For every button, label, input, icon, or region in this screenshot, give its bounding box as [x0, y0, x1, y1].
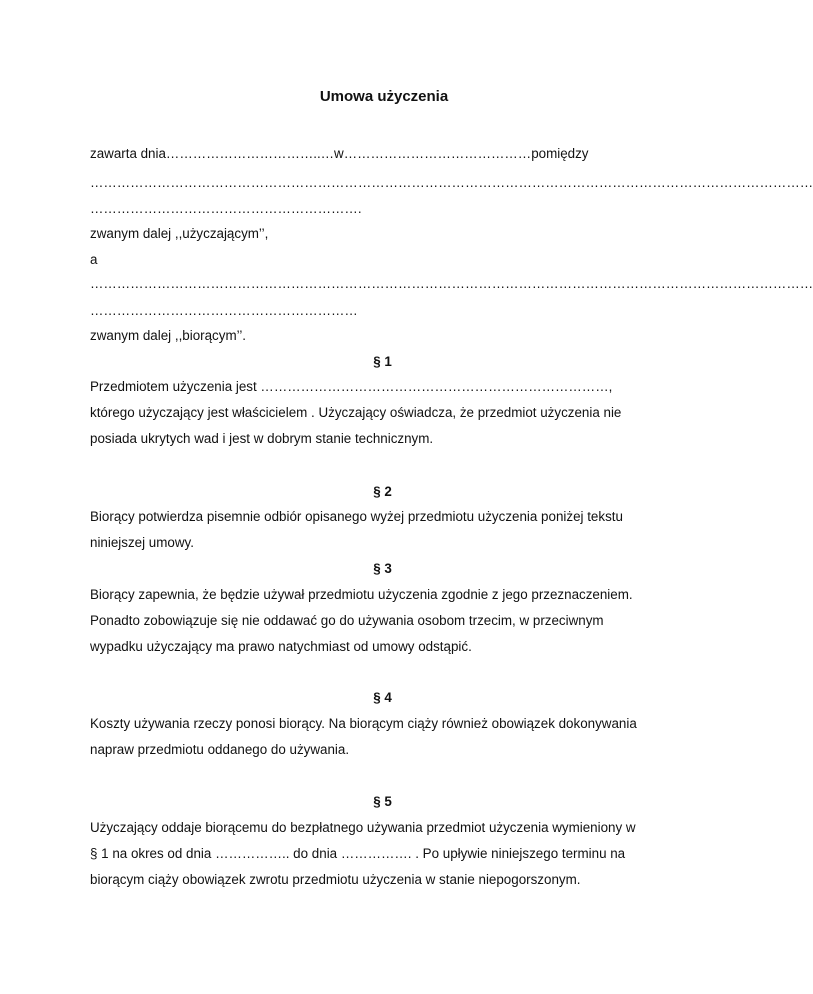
section-5-line-3: biorącym ciąży obowiązek zwrotu przedmiotu użyczenia w stanie niepogorszonym. — [90, 872, 581, 887]
section-3-line-3: wypadku użyczający ma prawo natychmiast od umowy odstąpić. — [90, 639, 472, 654]
section-2-line-1: Biorący potwierdza pisemnie odbiór opisanego wyżej przedmiotu użyczenia poniżej tekstu — [90, 509, 623, 524]
section-3-line-2: Ponadto zobowiązuje się nie oddawać go do używania osobom trzecim, w przeciwnym — [90, 613, 604, 628]
intro-conjunction: a — [90, 252, 98, 267]
section-1-heading: § 1 — [373, 354, 392, 369]
section-4-line-2: napraw przedmiotu oddanego do używania. — [90, 742, 350, 757]
section-5-line-2: § 1 na okres od dnia …………….. do dnia ……………. . Po upływie niniejszego terminu na — [90, 846, 626, 861]
intro-party1-blank-line: ……………………………………………………………………………………………………………………………………………… — [90, 175, 813, 190]
section-2-line-2: niniejszej umowy. — [90, 535, 194, 550]
section-2-heading: § 2 — [373, 484, 392, 499]
section-3-line-1: Biorący zapewnia, że będzie używał przedmiotu użyczenia zgodnie z jego przeznaczeniem. — [90, 587, 633, 602]
intro-party1-designation: zwanym dalej ,,użyczającym’’, — [90, 226, 269, 241]
section-1-line-3: posiada ukrytych wad i jest w dobrym stanie technicznym. — [90, 431, 434, 446]
intro-date-place-line: zawarta dnia……………………………..…w……………………………………pomiędzy — [90, 146, 589, 161]
section-5-line-1: Użyczający oddaje biorącemu do bezpłatnego używania przedmiot użyczenia wymieniony w — [90, 820, 636, 835]
section-4-heading: § 4 — [373, 690, 392, 705]
section-1-line-1: Przedmiotem użyczenia jest ……………………………………………………………………, — [90, 379, 613, 394]
section-1-line-2: którego użyczający jest właścicielem . Użyczający oświadcza, że przedmiot użyczenia nie — [90, 405, 622, 420]
document-title: Umowa użyczenia — [319, 88, 449, 105]
intro-party2-blank-line: ……………………………………………………………………………………………………………………………………………… — [90, 276, 813, 291]
intro-party2-blank-line-short: …………………………………………………… — [90, 303, 358, 318]
intro-party1-blank-line-short: ……………………………………………………. — [90, 201, 362, 216]
section-3-heading: § 3 — [373, 561, 392, 576]
section-5-heading: § 5 — [373, 794, 392, 809]
intro-party2-designation: zwanym dalej ,,biorącym’’. — [90, 328, 247, 343]
section-4-line-1: Koszty używania rzeczy ponosi biorący. Na biorącym ciąży również obowiązek dokonywania — [90, 716, 637, 731]
